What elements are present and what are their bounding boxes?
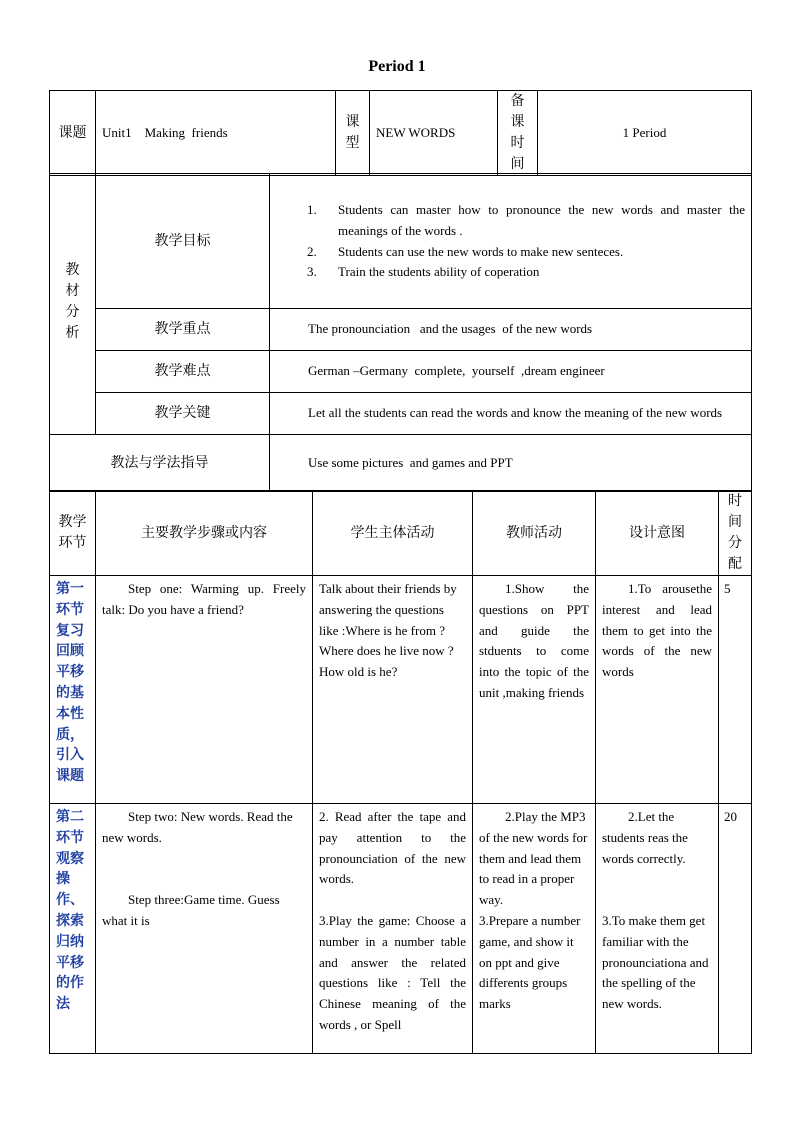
col-header-intent: 设计意图 xyxy=(596,491,719,576)
stage-label: 第一环节复习回顾平移的基本性质，引入课题 xyxy=(50,576,96,804)
prep-time-label: 备 课 时 间 xyxy=(498,91,538,176)
key-points-label: 教学重点 xyxy=(96,309,270,351)
teacher-activity: 1.Show the questions on PPT and guide the stduents to come into the topic of the unit ,making friends xyxy=(473,576,596,804)
time-value: 20 xyxy=(719,804,752,1054)
table-row xyxy=(50,576,752,804)
analysis-table xyxy=(49,173,752,492)
student-activity: 2. Read after the tape and pay attention to the pronounciation of the new words. 3.Play the game: Choose a number in a number table and answer the related questions like : Tell the Chinese meaning of the words , or Spell xyxy=(313,804,473,1054)
objective-item: 3. Train the students ability of coperation xyxy=(320,262,745,283)
student-activity: Talk about their friends by answering the questions like :Where is he from ? Where does he live now ? How old is he? xyxy=(313,576,473,804)
method-value: Use some pictures and games and PPT xyxy=(270,435,752,492)
analysis-side-label: 教 材 分 析 xyxy=(50,174,96,435)
objective-item: 2. Students can use the new words to make new senteces. xyxy=(320,242,745,263)
table-row xyxy=(50,804,752,1054)
process-table xyxy=(49,490,752,1054)
time-value: 5 xyxy=(719,576,752,804)
difficulties-value: German –Germany complete, yourself ,dream engineer xyxy=(270,351,752,393)
objectives-list xyxy=(270,174,752,309)
col-header-steps: 主要教学步骤或内容 xyxy=(96,491,313,576)
design-intent: 1.To arousethe interest and lead them to get into the words of the new words xyxy=(596,576,719,804)
design-intent: 2.Let the students reas the words correctly. 3.To make them get familiar with the pronounciationa and the spelling of the new words. xyxy=(596,804,719,1054)
col-header-stage: 教学 环节 xyxy=(50,491,96,576)
type-value: NEW WORDS xyxy=(370,91,498,176)
key-points-value: The pronounciation and the usages of the new words xyxy=(270,309,752,351)
method-label: 教法与学法指导 xyxy=(50,435,270,492)
steps-cell: Step one: Warming up. Freely talk: Do you have a friend? xyxy=(96,576,313,804)
topic-label: 课题 xyxy=(50,91,96,176)
type-label: 课 型 xyxy=(336,91,370,176)
col-header-time: 时 间 分 配 xyxy=(719,491,752,576)
col-header-teacher: 教师活动 xyxy=(473,491,596,576)
page-title: Period 1 xyxy=(368,58,426,75)
lesson-header-table xyxy=(49,90,752,176)
steps-cell: Step two: New words. Read the new words. Step three:Game time. Guess what it is xyxy=(96,804,313,1054)
topic-value: Unit1 Making friends xyxy=(96,91,336,176)
objective-item: 1. Students can master how to pronounce the new words and master the meanings of the words . xyxy=(320,200,745,242)
teacher-activity: 2.Play the MP3 of the new words for them and lead them to read in a proper way. 3.Prepare a number game, and show it on ppt and give differents groups marks xyxy=(473,804,596,1054)
objectives-label: 教学目标 xyxy=(96,174,270,309)
keys-value: Let all the students can read the words and know the meaning of the new words xyxy=(270,393,752,435)
prep-time-value: 1 Period xyxy=(538,91,752,176)
col-header-student: 学生主体活动 xyxy=(313,491,473,576)
stage-label: 第二环节观察操作、探索归纳平移的作法 xyxy=(50,804,96,1054)
difficulties-label: 教学难点 xyxy=(96,351,270,393)
keys-label: 教学关键 xyxy=(96,393,270,435)
